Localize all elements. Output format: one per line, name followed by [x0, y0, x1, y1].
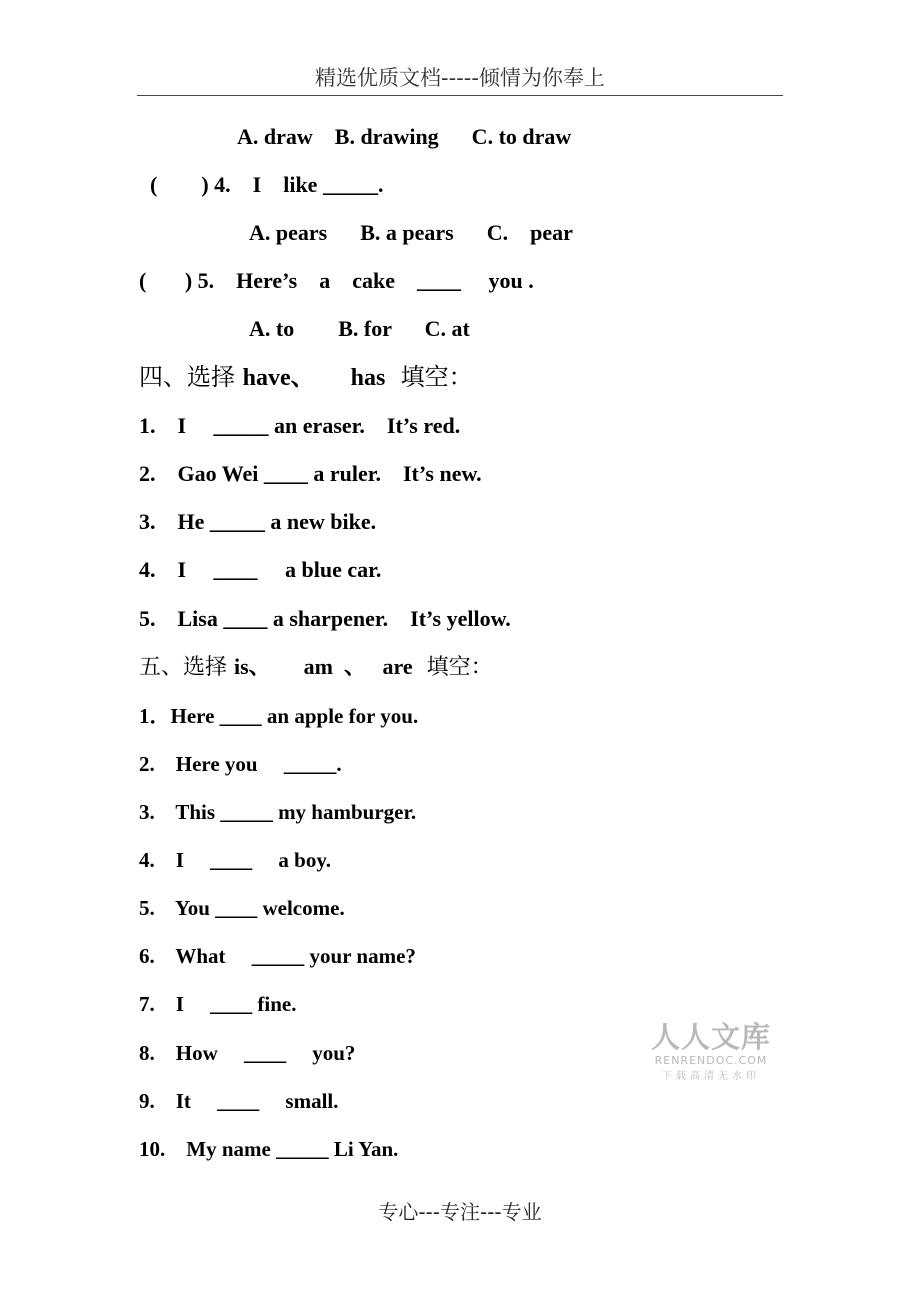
- section5-item: 4. I ____ a boy.: [139, 848, 331, 872]
- section4-title: [139, 362, 473, 393]
- section5-item: 10. My name _____ Li Yan.: [139, 1137, 399, 1161]
- prev-question-options: A. draw B. drawing C. to draw: [237, 124, 572, 149]
- section5-item: 9. It ____ small.: [139, 1089, 339, 1113]
- watermark-domain: RENRENDOC.COM: [654, 1054, 768, 1067]
- section5-item: 1．Here ____ an apple for you.: [139, 704, 419, 728]
- q5-options: A. to B. for C. at: [249, 316, 470, 341]
- section5-title-prefix: 五、选择: [139, 655, 234, 680]
- watermark-tagline: 下载高清无水印: [662, 1071, 760, 1082]
- section4-title-words: have、 has: [242, 365, 386, 391]
- section4-item: 1. I _____ an eraser. It’s red.: [139, 413, 461, 438]
- section4-title-prefix: 四、选择: [139, 363, 243, 391]
- section5-title-words: is、 am 、 are: [234, 654, 413, 679]
- section4-item: 4. I ____ a blue car.: [139, 557, 382, 582]
- q4-options: A. pears B. a pears C. pear: [249, 220, 573, 245]
- watermark: [646, 1015, 776, 1082]
- section5-title: [139, 652, 493, 683]
- q5-stem: ( ) 5. Here’s a cake ____ you .: [139, 268, 534, 293]
- section5-item: 8. How ____ you?: [139, 1041, 356, 1065]
- header-divider: [137, 95, 783, 96]
- section4-item: 2. Gao Wei ____ a ruler. It’s new.: [139, 461, 482, 486]
- section4-item: 3. He _____ a new bike.: [139, 509, 377, 534]
- section5-item: 6. What _____ your name?: [139, 944, 416, 968]
- q4-stem: ( ) 4. I like _____.: [150, 172, 384, 197]
- section5-item: 7. I ____ fine.: [139, 992, 297, 1016]
- section4-title-suffix: 填空：: [385, 363, 473, 391]
- section5-item: 2. Here you _____.: [139, 752, 342, 776]
- page-footer: 专心---专注---专业: [378, 1200, 542, 1224]
- section5-item: 3. This _____ my hamburger.: [139, 800, 417, 824]
- section5-title-suffix: 填空：: [412, 655, 493, 680]
- watermark-brand: 人人文库: [650, 1020, 771, 1054]
- section4-item: 5. Lisa ____ a sharpener. It’s yellow.: [139, 606, 511, 631]
- page-header: 精选优质文档-----倾情为你奉上: [315, 66, 605, 90]
- section5-item: 5. You ____ welcome.: [139, 896, 345, 920]
